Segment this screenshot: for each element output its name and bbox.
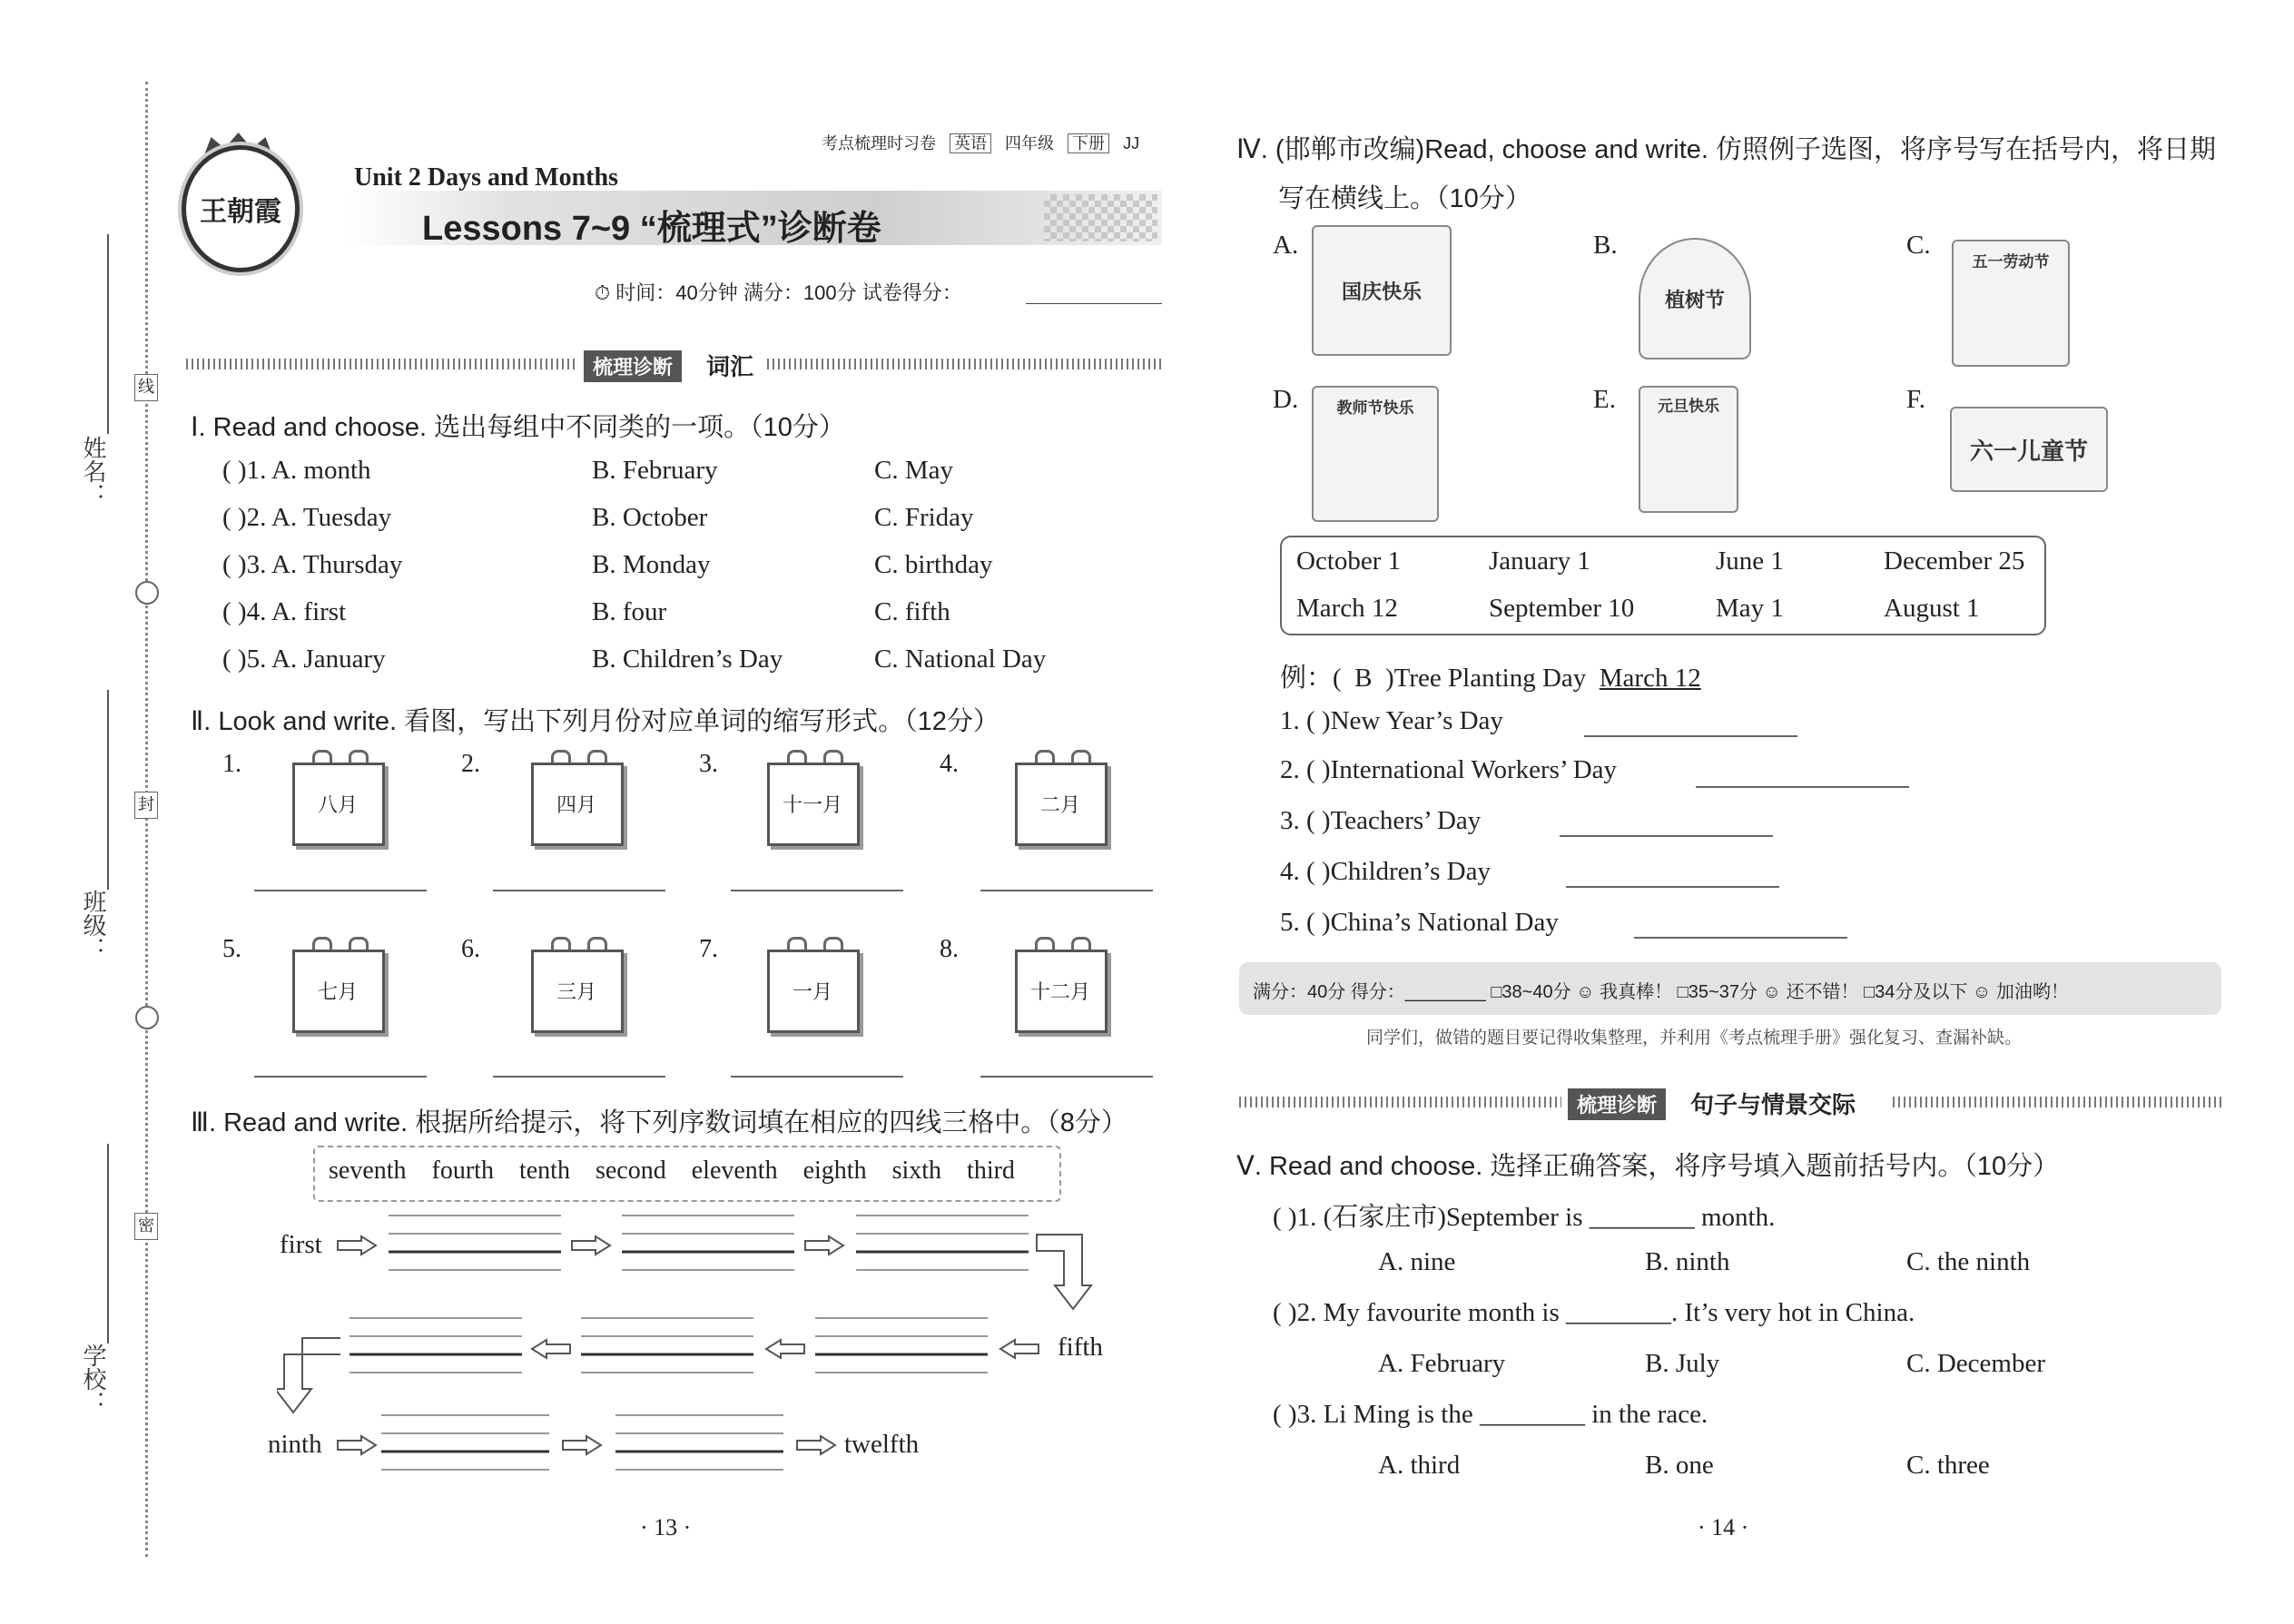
calendar-month: 二月 [1039,794,1080,817]
q5-item-2-c: C. December [1906,1349,2045,1378]
answer-line[interactable] [731,890,903,891]
binding-dotted-line [145,82,148,1557]
pic-letter-e: E. [1593,385,1616,414]
q1-heading: Ⅰ. Read and choose. 选出每组中不同类的一项。（10分） [191,413,845,442]
edition-tag: JJ [1123,134,1140,153]
unit-title: Unit 2 Days and Months [354,163,618,192]
word-bank-words [329,1156,1015,1186]
labour-day-picture: 五一劳动节 [1952,240,2070,367]
binding-mark-seal: 封 [134,792,158,819]
q1-item-2-a: ( )2. A. Tuesday [222,503,392,532]
date-option: January 1 [1489,546,1590,576]
score-bar-text: 满分：40分 得分：________ □38~40分 ☺ 我真棒！ □35~37分 ☺ 还不错！ □34分及以下 ☺ 加油哟！ [1253,982,2069,1002]
q2-num-5: 5. [222,935,241,963]
answer-line[interactable] [254,1076,427,1078]
q5-item-3-b: B. one [1645,1451,1714,1480]
four-line-grid[interactable] [381,1412,549,1477]
q3-heading: Ⅲ. Read and write. 根据所给提示，将下列序数词填在相应的四线三格中。（8分） [191,1108,1127,1137]
date-answer-line[interactable] [1560,835,1773,837]
calendar-month: 四月 [556,794,596,817]
q1-item-3-c: C. birthday [874,550,993,579]
sentence-section-title: 句子与情景交际 [1690,1092,1856,1119]
arrow-left-icon [999,1338,1040,1360]
arrow-right-icon [336,1235,378,1256]
q1-item-4-a: ( )4. A. first [222,597,347,626]
binding-mark-secret: 密 [134,1213,158,1240]
q1-item-2-b: B. October [592,503,708,532]
vocab-rule-right [767,359,1162,369]
four-line-grid[interactable] [581,1314,753,1380]
answer-line[interactable] [980,890,1153,891]
calendar-month: 七月 [317,981,358,1004]
q1-item-5-a: ( )5. A. January [222,645,386,674]
date-answer-line[interactable] [1566,886,1779,888]
q1-item-4-c: C. fifth [874,597,950,626]
clock-icon: ⏱ [595,281,611,304]
q5-item-1-a: A. nine [1378,1247,1456,1276]
arrow-right-icon [803,1235,845,1256]
q4-item-5: 5. ( )China’s National Day [1280,908,1559,937]
date-answer-line[interactable] [1696,786,1909,788]
vocab-section-tag: 梳理诊断 [584,350,682,382]
four-line-grid[interactable] [389,1212,561,1277]
vocab-rule-left [186,359,576,369]
teachers-day-picture: 教师节快乐 [1312,386,1439,522]
series-name: 考点梳理时习卷 [822,134,936,153]
q2-num-1: 1. [222,750,241,778]
q1-item-3-b: B. Monday [592,550,711,579]
pic-letter-b: B. [1593,231,1618,260]
example-line [1280,657,1701,694]
calendar-icon [767,937,858,1029]
q5-item-3-a: A. third [1378,1451,1461,1480]
calendar-icon [1015,937,1106,1029]
answer-line[interactable] [731,1076,903,1078]
word-bank-item: tenth [518,1156,570,1185]
flow-end-twelfth: twelfth [844,1430,920,1459]
date-answer-line[interactable] [1634,937,1847,939]
school-label: 学校： [79,1343,106,1414]
q5-heading: Ⅴ. Read and choose. 选择正确答案，将序号填入题前括号内。（10分） [1236,1152,2060,1181]
q5-item-1-c: C. the ninth [1906,1247,2031,1276]
vocab-section-title: 词汇 [706,354,754,381]
q5-item-1: ( )1. (石家庄市)September is ________ month. [1273,1203,1776,1232]
score-underline [1026,303,1162,304]
score-note: 同学们，做错的题目要记得收集整理，并利用《考点梳理手册》强化复习、查漏补缺。 [1366,1029,2023,1048]
childrens-day-picture: 六一儿童节 [1950,407,2108,492]
calendar-month: 三月 [556,981,596,1004]
name-label: 姓名： [79,436,106,507]
q2-num-3: 3. [699,750,718,778]
four-line-grid[interactable] [622,1212,794,1277]
q1-item-1-b: B. February [592,456,718,485]
pic-letter-c: C. [1906,231,1931,260]
new-year-picture: 元旦快乐 [1639,386,1738,513]
four-line-grid[interactable] [815,1314,988,1380]
q4-item-3: 3. ( )Teachers’ Day [1280,806,1482,835]
q5-item-2: ( )2. My favourite month is ________. It’s very hot in China. [1273,1298,1915,1327]
calendar-icon [531,937,622,1029]
word-bank-item: sixth [891,1156,942,1185]
four-line-grid[interactable] [615,1412,783,1477]
date-answer-line[interactable] [1584,735,1797,737]
class-label: 班级： [79,890,106,960]
calendar-month: 十二月 [1029,981,1090,1004]
answer-line[interactable] [254,890,427,891]
q2-num-4: 4. [940,750,959,778]
calendar-icon [767,750,858,842]
brand-logo [182,145,300,272]
name-underline [107,234,109,434]
q5-item-3-c: C. three [1906,1451,1990,1480]
calendar-icon [1015,750,1106,842]
four-line-grid[interactable] [350,1314,522,1380]
page-number-left: · 13 · [640,1514,692,1540]
page-title: Lessons 7~9 “梳理式”诊断卷 [422,210,881,248]
word-bank-item: fourth [431,1156,494,1185]
q5-item-1-b: B. ninth [1645,1247,1730,1276]
arrow-left-icon [530,1338,572,1360]
example-answer: B [1354,664,1373,693]
flow-start-first: first [280,1230,322,1259]
binding-mark-line: 线 [134,374,158,401]
volume-tag: 下册 [1068,133,1109,153]
q5-item-2-a: A. February [1378,1349,1506,1378]
q4-heading-cont: 写在横线上。（10分） [1278,184,1531,213]
class-underline [107,690,109,890]
q1-item-5-b: B. Children’s Day [592,645,783,674]
q4-item-1: 1. ( )New Year’s Day [1280,706,1503,735]
date-option: August 1 [1884,594,1980,623]
arrow-left-icon [764,1338,806,1360]
answer-line[interactable] [980,1076,1153,1078]
example-date: March 12 [1599,664,1701,693]
calendar-month: 一月 [792,981,832,1004]
q3-word-bank [313,1146,1061,1202]
q1-item-1-a: ( )1. A. month [222,456,371,485]
calendar-icon [292,937,383,1029]
q1-item-4-b: B. four [592,597,667,626]
flow-ninth: ninth [268,1430,322,1459]
date-option: October 1 [1296,546,1402,576]
arrow-right-icon [570,1235,612,1256]
calendar-icon [292,750,383,842]
subject-tag: 英语 [950,133,991,153]
answer-line[interactable] [493,890,665,891]
answer-line[interactable] [493,1076,665,1078]
example-prefix: 例：( [1280,664,1342,693]
date-option: September 10 [1489,594,1635,623]
calendar-month: 八月 [317,794,358,817]
q1-item-1-c: C. May [874,456,953,485]
date-option: May 1 [1716,594,1784,623]
calendar-icon [531,750,622,842]
example-text: )Tree Planting Day [1385,664,1587,693]
word-bank-item: second [595,1156,666,1185]
q2-num-7: 7. [699,935,718,963]
arrow-right-icon [795,1434,837,1456]
calendar-month: 十一月 [782,794,842,817]
checker-decoration [1044,194,1157,241]
q4-item-4: 4. ( )Children’s Day [1280,857,1491,886]
word-bank-item: eighth [802,1156,867,1185]
pic-letter-f: F. [1906,385,1926,414]
sentence-section-tag: 梳理诊断 [1568,1088,1666,1120]
arrow-right-icon [336,1434,378,1456]
tree-planting-picture: 植树节 [1639,238,1751,359]
national-day-picture: 国庆快乐 [1312,225,1452,356]
q4-item-2: 2. ( )International Workers’ Day [1280,755,1618,784]
q5-item-2-b: B. July [1645,1349,1720,1378]
word-bank-item: seventh [329,1156,407,1185]
word-bank-item: third [967,1156,1015,1185]
binding-circle-1 [135,581,159,605]
pic-letter-a: A. [1273,231,1299,260]
arrow-turn-down-icon [1035,1231,1098,1313]
q2-num-8: 8. [940,935,959,963]
time-info: ⏱ 时间：40分钟 满分：100分 试卷得分： [595,281,962,304]
arrow-turn-down-icon [277,1334,340,1416]
school-underline [107,1144,109,1343]
date-option: March 12 [1296,594,1398,623]
q1-item-5-c: C. National Day [874,645,1047,674]
word-bank-item: eleventh [691,1156,778,1185]
q2-num-2: 2. [461,750,480,778]
grade-tag: 四年级 [1005,134,1055,153]
sentence-rule-left [1239,1097,1561,1107]
sentence-rule-right [1893,1097,2221,1107]
header-meta [822,131,1139,154]
q1-item-3-a: ( )3. A. Thursday [222,550,403,579]
q5-item-3: ( )3. Li Ming is the ________ in the race. [1273,1400,1708,1429]
binding-circle-2 [135,1006,159,1029]
logo-text: 王朝霞 [200,196,281,228]
q2-heading: Ⅱ. Look and write. 看图，写出下列月份对应单词的缩写形式。（12分） [191,707,999,736]
flow-fifth: fifth [1058,1333,1103,1362]
page-number-right: · 14 · [1698,1514,1749,1540]
date-option: June 1 [1716,546,1784,576]
four-line-grid[interactable] [856,1212,1029,1277]
arrow-right-icon [561,1434,603,1456]
q1-item-2-c: C. Friday [874,503,974,532]
q2-num-6: 6. [461,935,480,963]
date-option: December 25 [1884,546,2025,576]
q4-heading: Ⅳ. (邯郸市改编)Read, choose and write. 仿照例子选图，将序号写在括号内，将日期 [1236,135,2216,164]
pic-letter-d: D. [1273,385,1299,414]
